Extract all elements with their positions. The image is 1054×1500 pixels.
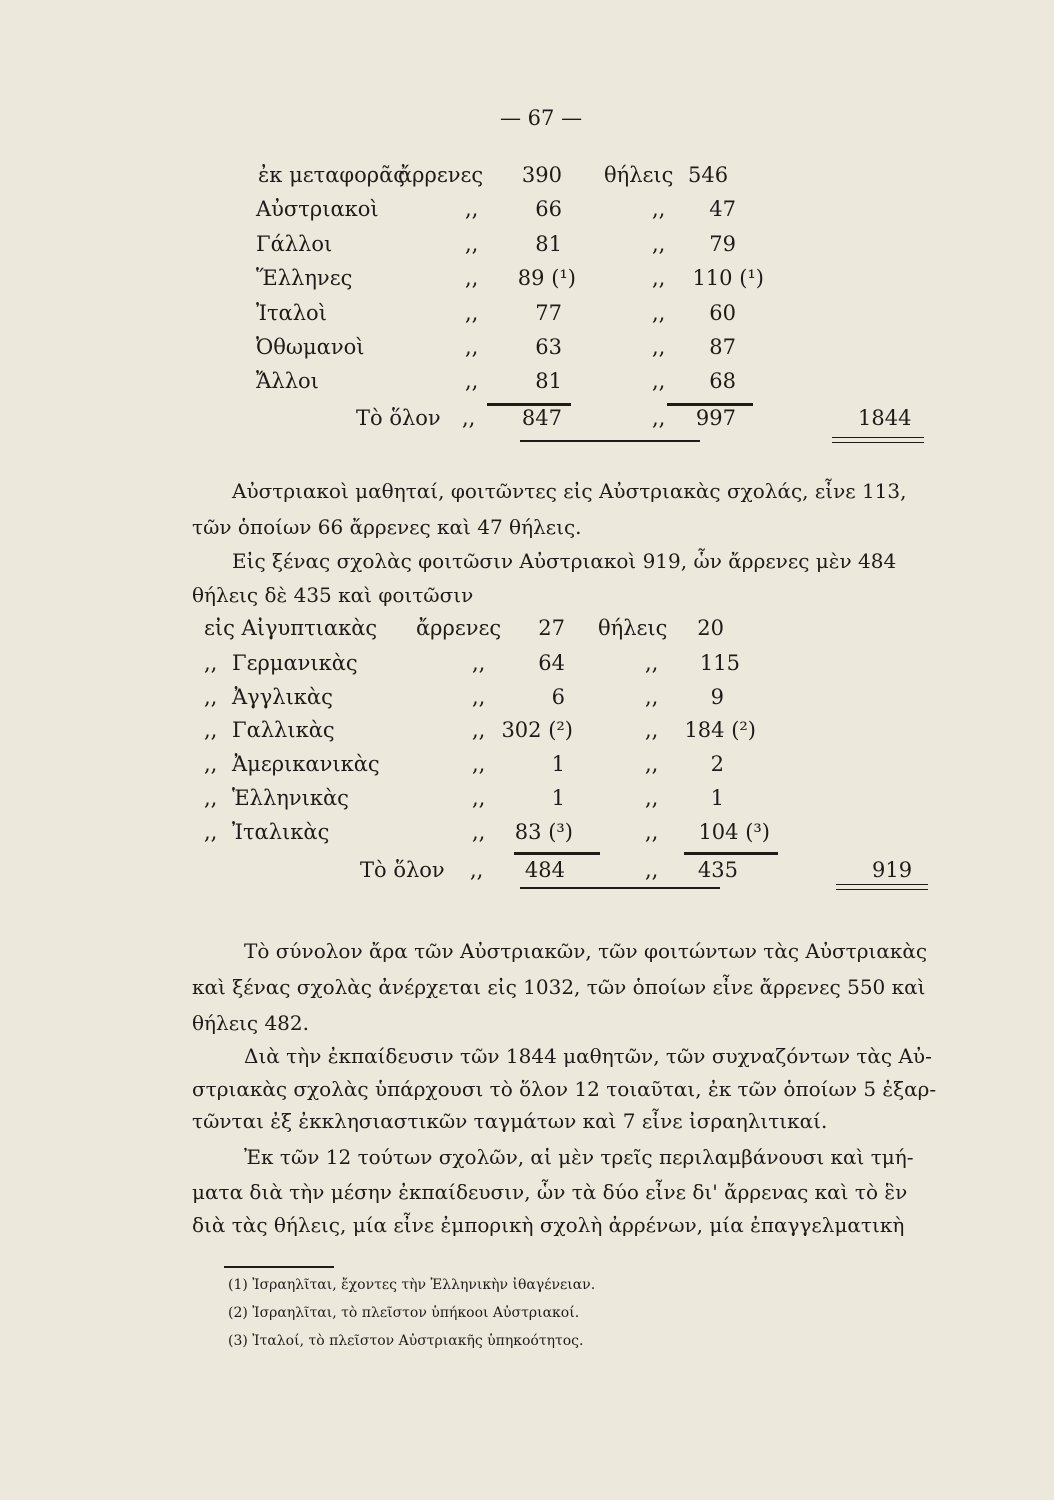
male-value: 77 xyxy=(535,301,562,325)
row-label: Ἑλληνικὰς xyxy=(232,786,349,810)
double-rule xyxy=(832,437,924,438)
total-female: 997 xyxy=(695,406,736,430)
footnote-rule xyxy=(224,1266,334,1268)
male-value: 89 (¹) xyxy=(517,266,576,290)
ditto-mark: ,, xyxy=(645,786,659,810)
ornamental-rule xyxy=(520,887,720,889)
row-label: Ἀμερικανικὰς xyxy=(232,752,380,776)
total-female: 435 xyxy=(697,858,738,882)
female-value: 115 xyxy=(699,651,740,675)
ornamental-rule xyxy=(520,440,700,442)
ditto-mark: ,, xyxy=(652,197,666,221)
text-line: Αὐστριακοὶ μαθηταί, φοιτῶντες εἰς Αὐστριακὰς σχολάς, εἶνε 113, xyxy=(232,479,907,503)
female-value: 9 xyxy=(710,685,724,709)
sum-rule xyxy=(514,852,600,855)
ditto-mark: ,, xyxy=(465,266,479,290)
text-line: τῶνται ἐξ ἐκκλησιαστικῶν ταγμάτων καὶ 7 εἶνε ἰσραηλιτικαί. xyxy=(192,1109,828,1133)
row-label: Αὐστριακοὶ xyxy=(256,197,379,221)
female-value: 546 xyxy=(688,163,729,187)
ditto-mark: ,, xyxy=(652,232,666,256)
text-line: θήλεις 482. xyxy=(192,1011,309,1035)
text-line: Εἰς ξένας σχολὰς φοιτῶσιν Αὐστριακοὶ 919, ὧν ἄρρενες μὲν 484 xyxy=(232,549,897,573)
total-label: Τὸ ὅλον xyxy=(356,406,441,430)
grand-total: 919 xyxy=(872,858,913,882)
ditto-mark: ,, xyxy=(645,718,659,742)
ditto-mark: ,, xyxy=(472,685,486,709)
female-value: 2 xyxy=(710,752,724,776)
text-line: ματα διὰ τὴν μέσην ἐκπαίδευσιν, ὧν τὰ δύο εἶνε δι' ἄρρενας καὶ τὸ ἓν xyxy=(192,1180,908,1204)
text-line: στριακὰς σχολὰς ὑπάρχουσι τὸ ὅλον 12 τοιαῦται, ἐκ τῶν ὁποίων 5 ἐξαρ- xyxy=(192,1077,937,1101)
male-value: 81 xyxy=(535,232,562,256)
text-line: διὰ τὰς θήλεις, μία εἶνε ἐμπορικὴ σχολὴ ἀρρένων, μία ἐπαγγελματικὴ xyxy=(192,1213,905,1237)
row-label: Γάλλοι xyxy=(256,232,333,256)
female-value: 87 xyxy=(709,335,736,359)
female-word: θήλεις xyxy=(598,616,668,640)
text-line: τῶν ὁποίων 66 ἄρρενες καὶ 47 θήλεις. xyxy=(192,515,582,539)
female-value: 47 xyxy=(709,197,736,221)
row-label: εἰς Αἰγυπτιακὰς xyxy=(204,616,378,640)
row-label: ἐκ μεταφορᾶς xyxy=(258,163,406,187)
row-label: Ἄλλοι xyxy=(256,369,319,393)
row-label: Γαλλικὰς xyxy=(232,718,335,742)
ditto-mark: ,, xyxy=(645,651,659,675)
ditto-mark: ,, xyxy=(652,266,666,290)
text-line: θήλεις δὲ 435 καὶ φοιτῶσιν xyxy=(192,583,474,607)
footnote: (1) Ἰσραηλῖται, ἔχοντες τὴν Ἑλληνικὴν ἰθαγένειαν. xyxy=(228,1277,596,1293)
female-value: 184 (²) xyxy=(684,718,756,742)
ditto-mark: ,, xyxy=(204,685,218,709)
row-label: Ἀγγλικὰς xyxy=(232,685,333,709)
female-value: 1 xyxy=(710,786,724,810)
row-label: Ἰταλικὰς xyxy=(232,820,330,844)
ditto-mark: ,, xyxy=(465,301,479,325)
ditto-mark: ,, xyxy=(204,820,218,844)
ditto-mark: ,, xyxy=(645,685,659,709)
total-male: 484 xyxy=(524,858,565,882)
text-line: καὶ ξένας σχολὰς ἀνέρχεται εἰς 1032, τῶν ὁποίων εἶνε ἄρρενες 550 καὶ xyxy=(192,975,926,999)
male-value: 81 xyxy=(535,369,562,393)
ditto-mark: ,, xyxy=(652,369,666,393)
male-value: 302 (²) xyxy=(501,718,573,742)
ditto-mark: ,, xyxy=(652,406,666,430)
male-word: ἄρρενες xyxy=(416,616,502,640)
footnote: (3) Ἰταλοί, τὸ πλεῖστον Αὐστριακῆς ὑπηκοότητος. xyxy=(228,1333,584,1349)
male-value: 27 xyxy=(538,616,565,640)
ditto-mark: ,, xyxy=(204,718,218,742)
female-value: 104 (³) xyxy=(698,820,770,844)
ditto-mark: ,, xyxy=(645,752,659,776)
grand-total: 1844 xyxy=(858,406,912,430)
ditto-mark: ,, xyxy=(204,752,218,776)
total-male: 847 xyxy=(521,406,562,430)
ditto-mark: ,, xyxy=(472,786,486,810)
ditto-mark: ,, xyxy=(652,335,666,359)
ditto-mark: ,, xyxy=(645,820,659,844)
ditto-mark: ,, xyxy=(645,858,659,882)
male-value: 64 xyxy=(538,651,565,675)
total-label: Τὸ ὅλον xyxy=(360,858,445,882)
text-line: Τὸ σύνολον ἄρα τῶν Αὐστριακῶν, τῶν φοιτώντων τὰς Αὐστριακὰς xyxy=(244,939,928,963)
ditto-mark: ,, xyxy=(465,232,479,256)
row-label: Ἰταλοὶ xyxy=(256,301,327,325)
page-number: — 67 — xyxy=(500,106,583,130)
ditto-mark: ,, xyxy=(652,301,666,325)
ditto-mark: ,, xyxy=(472,820,486,844)
female-value: 20 xyxy=(697,616,724,640)
ditto-mark: ,, xyxy=(472,752,486,776)
ditto-mark: ,, xyxy=(465,369,479,393)
ditto-mark: ,, xyxy=(472,651,486,675)
double-rule xyxy=(836,884,928,885)
text-line: Διὰ τὴν ἐκπαίδευσιν τῶν 1844 μαθητῶν, τῶν συχναζόντων τὰς Αὐ- xyxy=(244,1044,932,1068)
ditto-mark: ,, xyxy=(472,718,486,742)
male-value: 390 xyxy=(521,163,562,187)
row-label: Γερμανικὰς xyxy=(232,651,358,675)
male-value: 1 xyxy=(551,752,565,776)
row-label: Ἕλληνες xyxy=(256,266,353,290)
female-value: 110 (¹) xyxy=(692,266,764,290)
footnote: (2) Ἰσραηλῖται, τὸ πλεῖστον ὑπήκοοι Αὐστριακοί. xyxy=(228,1305,580,1321)
sum-rule xyxy=(684,852,778,855)
male-value: 1 xyxy=(551,786,565,810)
row-label: Ὀθωμανοὶ xyxy=(256,335,365,359)
ditto-mark: ,, xyxy=(204,786,218,810)
male-value: 6 xyxy=(551,685,565,709)
text-line: Ἐκ τῶν 12 τούτων σχολῶν, αἱ μὲν τρεῖς περιλαμβάνουσι καὶ τμή- xyxy=(244,1145,914,1169)
male-word: ἄρρενες xyxy=(398,163,484,187)
male-value: 63 xyxy=(535,335,562,359)
ditto-mark: ,, xyxy=(465,197,479,221)
ditto-mark: ,, xyxy=(462,406,476,430)
double-rule xyxy=(836,889,928,890)
ditto-mark: ,, xyxy=(204,651,218,675)
female-value: 60 xyxy=(709,301,736,325)
female-word: θήλεις xyxy=(604,163,674,187)
ditto-mark: ,, xyxy=(470,858,484,882)
female-value: 79 xyxy=(709,232,736,256)
female-value: 68 xyxy=(709,369,736,393)
ditto-mark: ,, xyxy=(465,335,479,359)
double-rule xyxy=(832,442,924,443)
male-value: 66 xyxy=(535,197,562,221)
male-value: 83 (³) xyxy=(514,820,573,844)
